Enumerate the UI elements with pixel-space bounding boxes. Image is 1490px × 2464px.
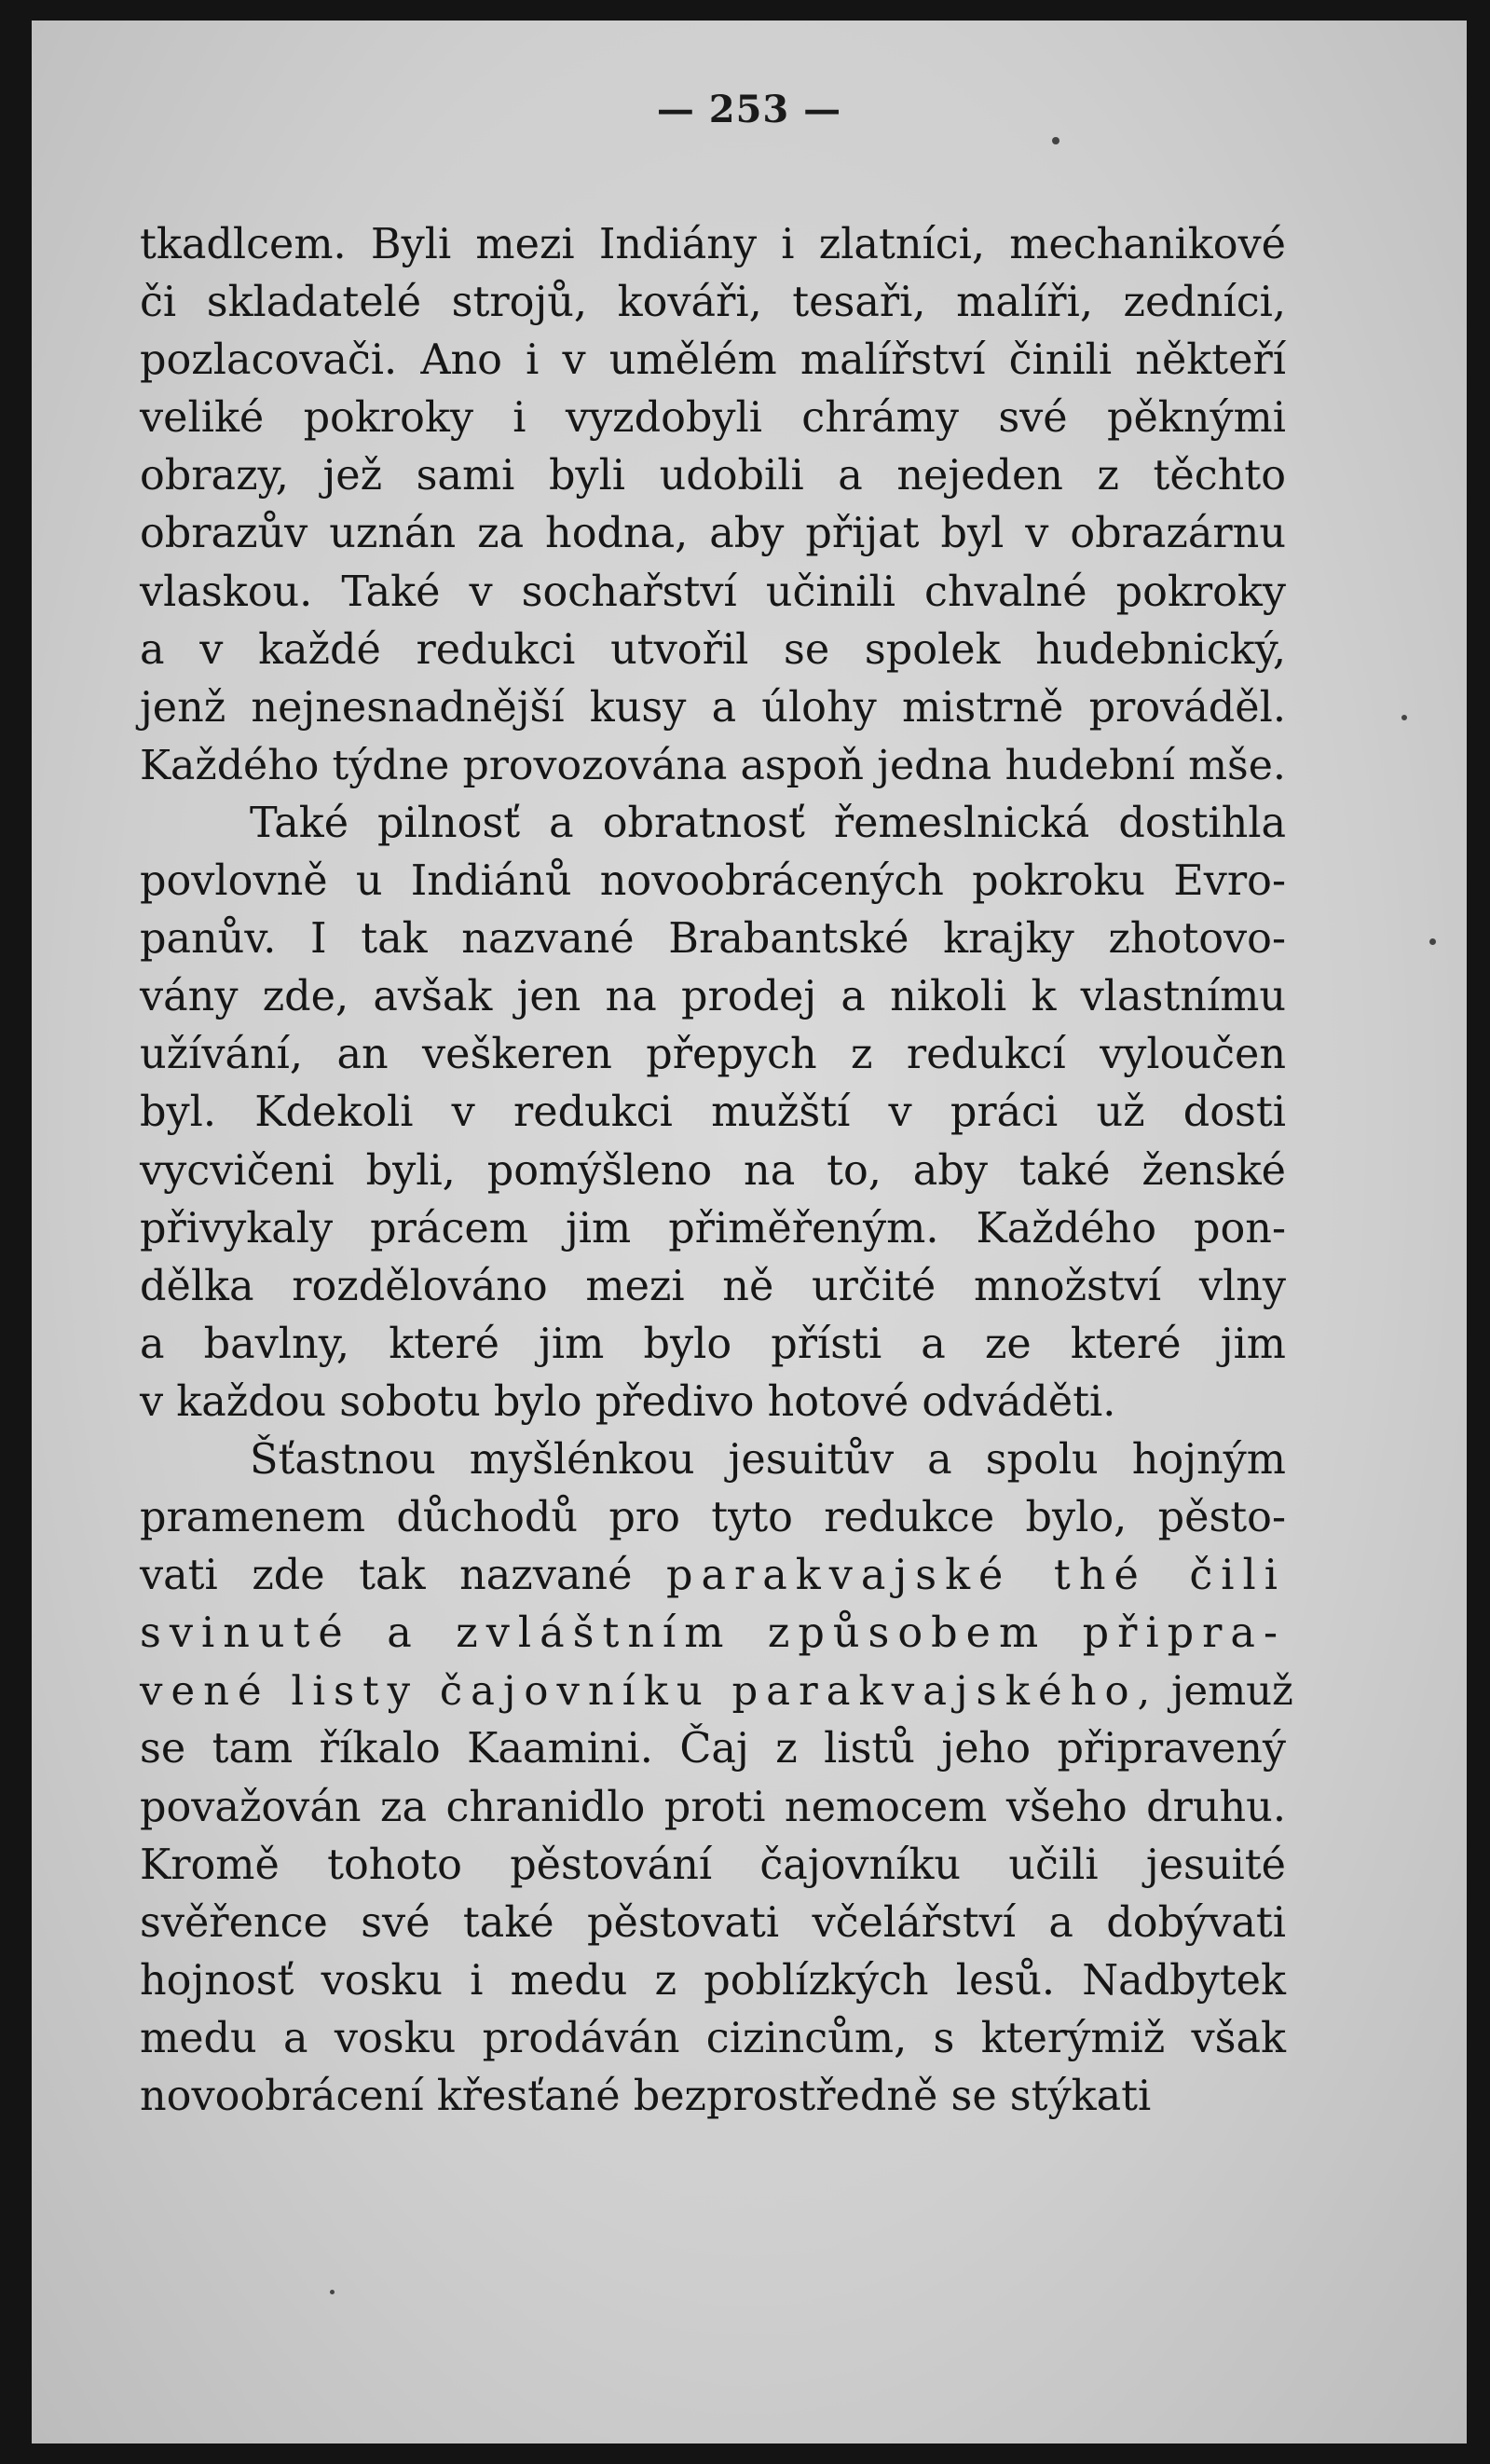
text-line: a v každé redukci utvořil se spolek hudebnický,	[140, 625, 1286, 674]
text-line: Každého týdne provozována aspoň jedna hudební mše.	[140, 741, 1286, 789]
text-line: vlaskou. Také v sochařství učinili chvalné pokroky	[140, 568, 1286, 616]
text-line: vené listy čajovníku parakvajského, jemuž	[140, 1668, 1293, 1716]
text-line: obrazy, jež sami byli udobili a nejeden z těchto	[140, 452, 1286, 500]
text-line: užívání, an veškeren přepych z redukcí vyloučen	[140, 1031, 1286, 1079]
text-line: jenž nejnesnadnější kusy a úlohy mistrně prováděl.	[140, 683, 1286, 732]
text-line: Kromě tohoto pěstování čajovníku učili jesuité	[140, 1841, 1286, 1889]
text-line: Také pilnosť a obratnosť řemeslnická dostihla	[250, 799, 1286, 847]
body-text	[140, 216, 1293, 2126]
text-line: pramenem důchodů pro tyto redukce bylo, pěsto-	[140, 1494, 1286, 1542]
text-line: svinuté a zvláštním způsobem připra-	[140, 1609, 1286, 1658]
text-line: v každou sobotu bylo předivo hotové odváděti.	[140, 1377, 1116, 1426]
book-page	[32, 21, 1467, 2443]
text-line: pozlacovači. Ano i v umělém malířství činili někteří	[140, 336, 1286, 385]
text-line: či skladatelé strojů, kováři, tesaři, malíři, zedníci,	[140, 279, 1286, 327]
text-line: vány zde, avšak jen na prodej a nikoli k vlastnímu	[140, 973, 1286, 1021]
text-line: novoobrácení křesťané bezprostředně se stýkati	[140, 2073, 1152, 2120]
text-line: vycvičeni byli, pomýšleno na to, aby také ženské	[140, 1146, 1286, 1195]
paper-speck	[1052, 137, 1059, 144]
paper-speck	[330, 2290, 335, 2294]
paper-speck	[1429, 938, 1436, 945]
text-line: přivykaly prácem jim přiměřeným. Každého pon-	[140, 1204, 1286, 1253]
text-line: medu a vosku prodáván cizincům, s kterýmiž však	[140, 2014, 1286, 2062]
text-line: panův. I tak nazvané Brabantské krajky zhotovo-	[140, 915, 1286, 964]
text-line: Šťastnou myšlénkou jesuitův a spolu hojným	[250, 1435, 1286, 1484]
text-line: dělka rozdělováno mezi ně určité množství vlny	[140, 1262, 1286, 1310]
text-line: hojnosť vosku i medu z poblízkých lesů. Nadbytek	[140, 1956, 1286, 2005]
text-line: se tam říkalo Kaamini. Čaj z listů jeho připravený	[140, 1725, 1286, 1773]
text-line: svěřence své také pěstovati včelářství a dobývati	[140, 1898, 1286, 1947]
text-line: povlovně u Indiánů novoobrácených pokroku Evro-	[140, 857, 1286, 906]
text-line: tkadlcem. Byli mezi Indiány i zlatníci, mechanikové	[140, 221, 1286, 268]
text-line: vati zde tak nazvané parakvajské thé čili	[140, 1552, 1286, 1600]
paper-speck	[1401, 715, 1407, 720]
text-line: veliké pokroky i vyzdobyli chrámy své pěknými	[140, 394, 1286, 443]
text-line: byl. Kdekoli v redukci mužští v práci už dosti	[140, 1088, 1286, 1137]
text-line: a bavlny, které jim bylo přísti a ze které jim	[140, 1320, 1286, 1368]
text-line: obrazův uznán za hodna, aby přijat byl v obrazárnu	[140, 510, 1286, 558]
page-number: — 253 —	[656, 88, 842, 131]
text-line: považován za chranidlo proti nemocem všeho druhu.	[140, 1783, 1286, 1831]
